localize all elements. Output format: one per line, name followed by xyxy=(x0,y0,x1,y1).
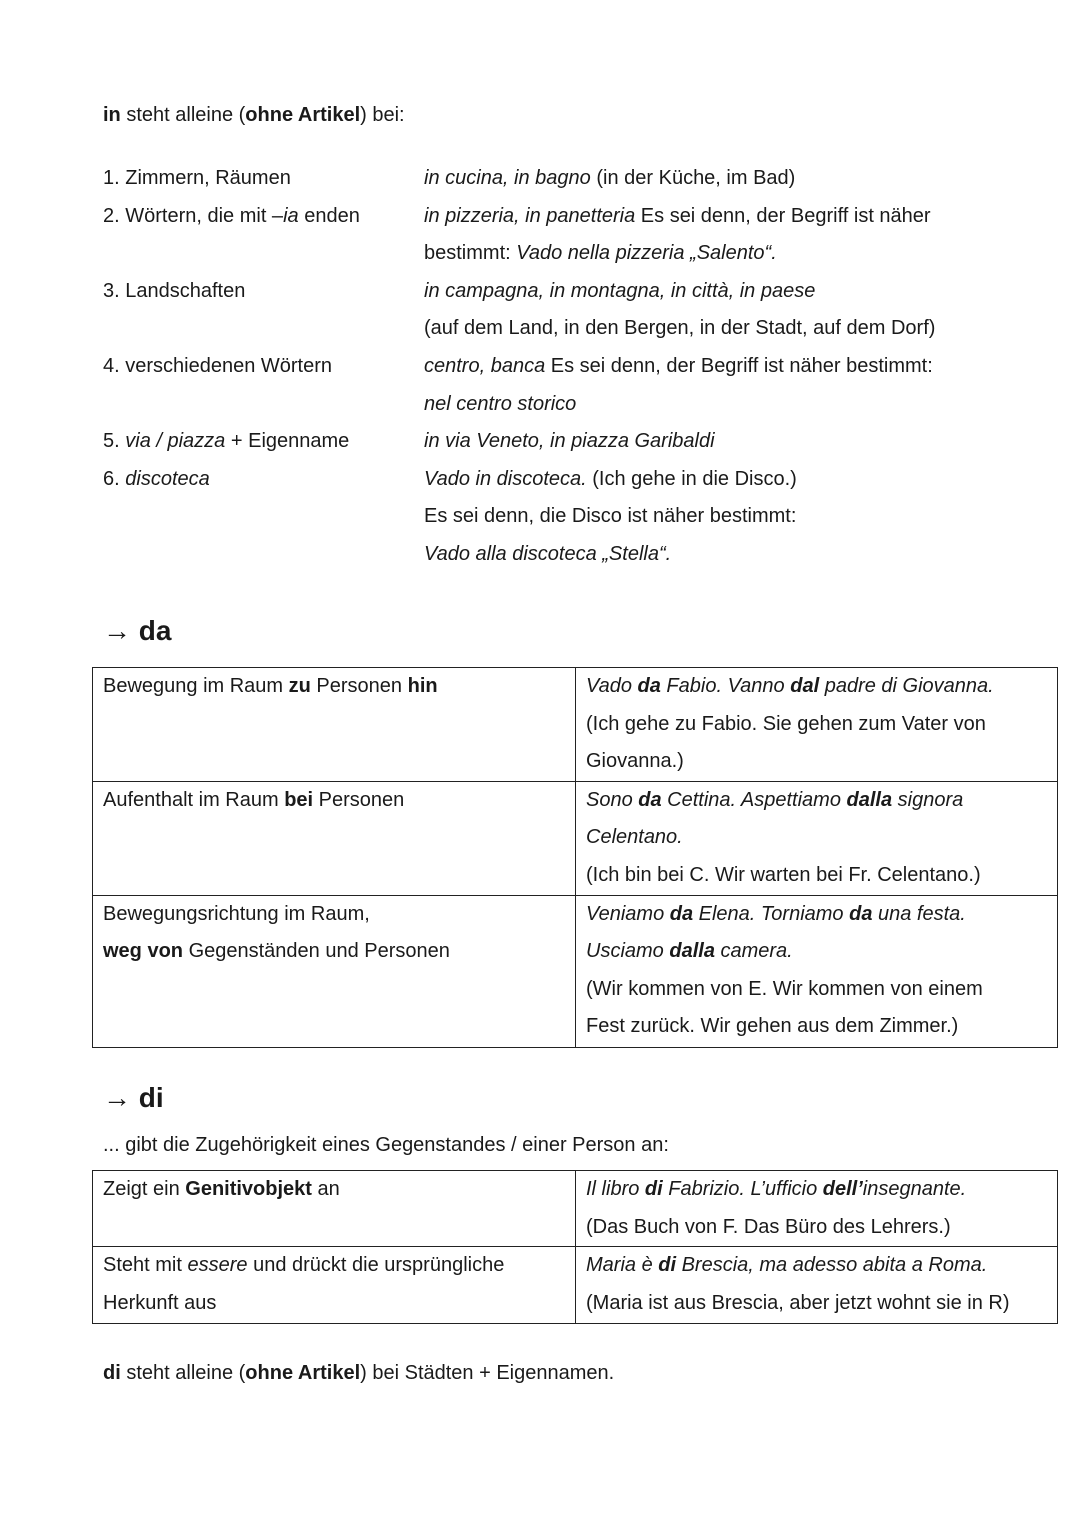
text-segment: Zeigt ein xyxy=(103,1178,186,1200)
text-segment: Vado in discoteca. xyxy=(424,467,587,490)
table-row xyxy=(93,781,1058,895)
text-segment: steht alleine ( xyxy=(120,104,246,126)
text-segment: di xyxy=(103,1362,121,1384)
text-segment: ia xyxy=(283,204,299,227)
example-cell xyxy=(576,781,1058,895)
text-segment: Vado nella pizzeria „Salento“. xyxy=(516,242,777,265)
list-item-example xyxy=(424,498,797,536)
text-segment: (in der Küche, im Bad) xyxy=(590,167,796,189)
text-segment: Personen xyxy=(313,788,405,811)
text-segment: Usciamo xyxy=(586,940,670,963)
cell-line xyxy=(586,668,1047,706)
text-segment: Giovanna.) xyxy=(586,750,684,773)
list-item-example xyxy=(424,198,931,236)
text-segment: dalla xyxy=(846,788,893,811)
text-segment: enden xyxy=(298,204,360,227)
text-segment: + Eigenname xyxy=(225,430,350,453)
text-segment: di xyxy=(658,1254,677,1277)
text-segment: insegnante. xyxy=(862,1178,967,1200)
cell-line xyxy=(103,933,565,971)
list-item-example xyxy=(424,235,931,273)
di-subtitle: ... gibt die Zugehörigkeit eines Gegenstandes / einer Person an: xyxy=(103,1134,669,1156)
da-table xyxy=(92,667,1058,1048)
text-segment: Gegenständen und Personen xyxy=(183,940,450,963)
text-segment: una festa. xyxy=(872,902,966,925)
text-segment: zu xyxy=(288,675,311,697)
list-item xyxy=(103,348,935,423)
text-segment: essere xyxy=(187,1254,248,1277)
text-segment: Celentano. xyxy=(586,826,683,849)
text-segment: (Das Buch von F. Das Büro des Lehrers.) xyxy=(586,1215,951,1238)
list-item-example xyxy=(424,386,933,424)
text-segment: in campagna, in montagna, in città, in paese xyxy=(424,279,816,302)
list-item xyxy=(103,273,935,348)
list-item-example xyxy=(424,310,935,348)
text-segment: Il libro xyxy=(586,1178,645,1200)
list-item-example xyxy=(424,423,715,461)
text-segment: bei xyxy=(284,788,314,811)
list-item xyxy=(103,160,935,198)
text-segment: in cucina, in bagno xyxy=(424,167,591,189)
intro-in-rule xyxy=(103,97,405,135)
text-segment: dal xyxy=(790,675,820,697)
outro-di-rule xyxy=(103,1355,614,1393)
list-item-label xyxy=(103,198,424,236)
text-segment: weg von xyxy=(103,940,184,963)
text-segment: da xyxy=(638,788,662,811)
list-item xyxy=(103,423,935,461)
text-segment: Elena. Torniamo xyxy=(693,902,850,925)
text-segment: Es sei denn, die Disco ist näher bestimmt: xyxy=(424,505,797,528)
text-segment: Sono xyxy=(586,788,639,811)
usage-cell xyxy=(93,668,576,782)
text-segment: Vado xyxy=(586,675,638,697)
text-segment: (Ich gehe zu Fabio. Sie gehen zum Vater von xyxy=(586,712,986,735)
cell-line xyxy=(586,1171,1047,1209)
text-segment: Fabrizio. L’ufficio xyxy=(662,1178,823,1200)
cell-line xyxy=(586,1285,1047,1323)
text-segment: und drückt die ursprüngliche xyxy=(247,1254,505,1277)
section-heading-di: → di xyxy=(103,1082,164,1113)
text-segment: bestimmt: xyxy=(424,242,517,265)
text-segment: da xyxy=(637,675,661,697)
table-row xyxy=(93,895,1058,1047)
text-segment: ) bei: xyxy=(360,104,405,126)
text-segment: in via Veneto, in piazza Garibaldi xyxy=(424,430,715,453)
text-segment: in xyxy=(103,104,121,126)
text-segment: (auf dem Land, in den Bergen, in der Stadt, auf dem Dorf) xyxy=(424,317,936,340)
text-segment: camera. xyxy=(714,940,793,963)
list-item-example xyxy=(424,461,797,499)
cell-line xyxy=(586,857,1047,895)
usage-cell xyxy=(93,895,576,1047)
cell-line xyxy=(103,896,565,934)
cell-line xyxy=(586,896,1047,934)
cell-line xyxy=(586,743,1047,781)
list-item xyxy=(103,198,935,273)
example-cell xyxy=(576,668,1058,782)
cell-line xyxy=(586,1209,1047,1247)
text-segment: centro, banca xyxy=(424,354,546,377)
text-segment: Personen xyxy=(310,675,408,697)
list-item-label xyxy=(103,273,424,311)
example-cell xyxy=(576,895,1058,1047)
list-item xyxy=(103,461,935,574)
text-segment: 1. Zimmern, Räumen xyxy=(103,167,291,189)
section-heading-da: → da xyxy=(103,615,172,646)
cell-line xyxy=(586,819,1047,857)
list-item-example xyxy=(424,348,933,386)
list-item-label xyxy=(103,423,424,461)
text-segment: padre di Giovanna. xyxy=(819,675,994,697)
cell-line xyxy=(103,782,565,820)
table-row xyxy=(93,1171,1058,1247)
text-segment: 6. xyxy=(103,467,126,490)
text-segment: dell’ xyxy=(822,1178,863,1200)
list-item-example xyxy=(424,273,935,311)
list-item-label xyxy=(103,160,424,198)
cell-line xyxy=(586,1008,1047,1046)
text-segment: dalla xyxy=(669,940,715,963)
usage-cell xyxy=(93,1247,576,1324)
text-segment: Herkunft aus xyxy=(103,1291,217,1314)
text-segment: (Ich gehe in die Disco.) xyxy=(586,467,797,490)
text-segment: 3. Landschaften xyxy=(103,279,246,302)
text-segment: ohne Artikel xyxy=(245,104,361,126)
text-segment: Cettina. Aspettiamo xyxy=(661,788,847,811)
text-segment: Genitivobjekt xyxy=(185,1178,312,1200)
text-segment: ohne Artikel xyxy=(245,1362,361,1384)
cell-line xyxy=(103,668,565,706)
text-segment: Es sei denn, der Begriff ist näher bestimmt: xyxy=(545,354,933,377)
text-segment: da xyxy=(849,902,873,925)
cell-line xyxy=(586,933,1047,971)
text-segment: Vado alla discoteca „Stella“. xyxy=(424,542,672,565)
usage-cell xyxy=(93,1171,576,1247)
text-segment: Aufenthalt im Raum xyxy=(103,788,285,811)
cell-line xyxy=(103,1171,565,1209)
text-segment: (Maria ist aus Brescia, aber jetzt wohnt sie in R) xyxy=(586,1291,1010,1314)
example-cell xyxy=(576,1171,1058,1247)
text-segment: 4. verschiedenen Wörtern xyxy=(103,354,333,377)
text-segment: Es sei denn, der Begriff ist näher xyxy=(635,204,931,227)
text-segment: steht alleine ( xyxy=(120,1362,246,1384)
text-segment: Maria è xyxy=(586,1254,659,1277)
in-usage-list xyxy=(103,160,935,574)
text-segment: in pizzeria, in panetteria xyxy=(424,204,636,227)
table-row xyxy=(93,668,1058,782)
text-segment: (Ich bin bei C. Wir warten bei Fr. Celentano.) xyxy=(586,863,981,886)
text-segment: 2. Wörtern, die mit – xyxy=(103,204,284,227)
text-segment: Bewegung im Raum xyxy=(103,675,289,697)
text-segment: via / piazza xyxy=(125,430,226,453)
table-row xyxy=(93,1247,1058,1324)
usage-cell xyxy=(93,781,576,895)
text-segment: ) bei Städten + Eigennamen. xyxy=(360,1362,615,1384)
text-segment: Brescia, ma adesso abita a Roma. xyxy=(676,1254,988,1277)
cell-line xyxy=(586,1247,1047,1285)
cell-line xyxy=(586,782,1047,820)
list-item-example xyxy=(424,160,795,198)
text-segment: da xyxy=(669,902,694,925)
text-segment: Steht mit xyxy=(103,1254,188,1277)
text-segment: hin xyxy=(407,675,438,697)
list-item-label xyxy=(103,348,424,386)
text-segment: nel centro storico xyxy=(424,392,577,415)
cell-line xyxy=(586,706,1047,744)
example-cell xyxy=(576,1247,1058,1324)
text-segment: an xyxy=(311,1178,340,1200)
di-table xyxy=(92,1170,1058,1324)
text-segment: 5. xyxy=(103,430,126,453)
text-segment: (Wir kommen von E. Wir kommen von einem xyxy=(586,977,983,1000)
text-segment: Fabio. Vanno xyxy=(660,675,791,697)
text-segment: Fest zurück. Wir gehen aus dem Zimmer.) xyxy=(586,1015,959,1038)
text-segment: Bewegungsrichtung im Raum, xyxy=(103,902,370,925)
cell-line xyxy=(586,971,1047,1009)
cell-line xyxy=(103,1247,565,1285)
list-item-label xyxy=(103,461,424,499)
text-segment: Veniamo xyxy=(586,902,670,925)
text-segment: discoteca xyxy=(125,467,210,490)
cell-line xyxy=(103,1285,565,1323)
text-segment: di xyxy=(644,1178,663,1200)
list-item-example xyxy=(424,536,797,574)
text-segment: signora xyxy=(892,788,964,811)
